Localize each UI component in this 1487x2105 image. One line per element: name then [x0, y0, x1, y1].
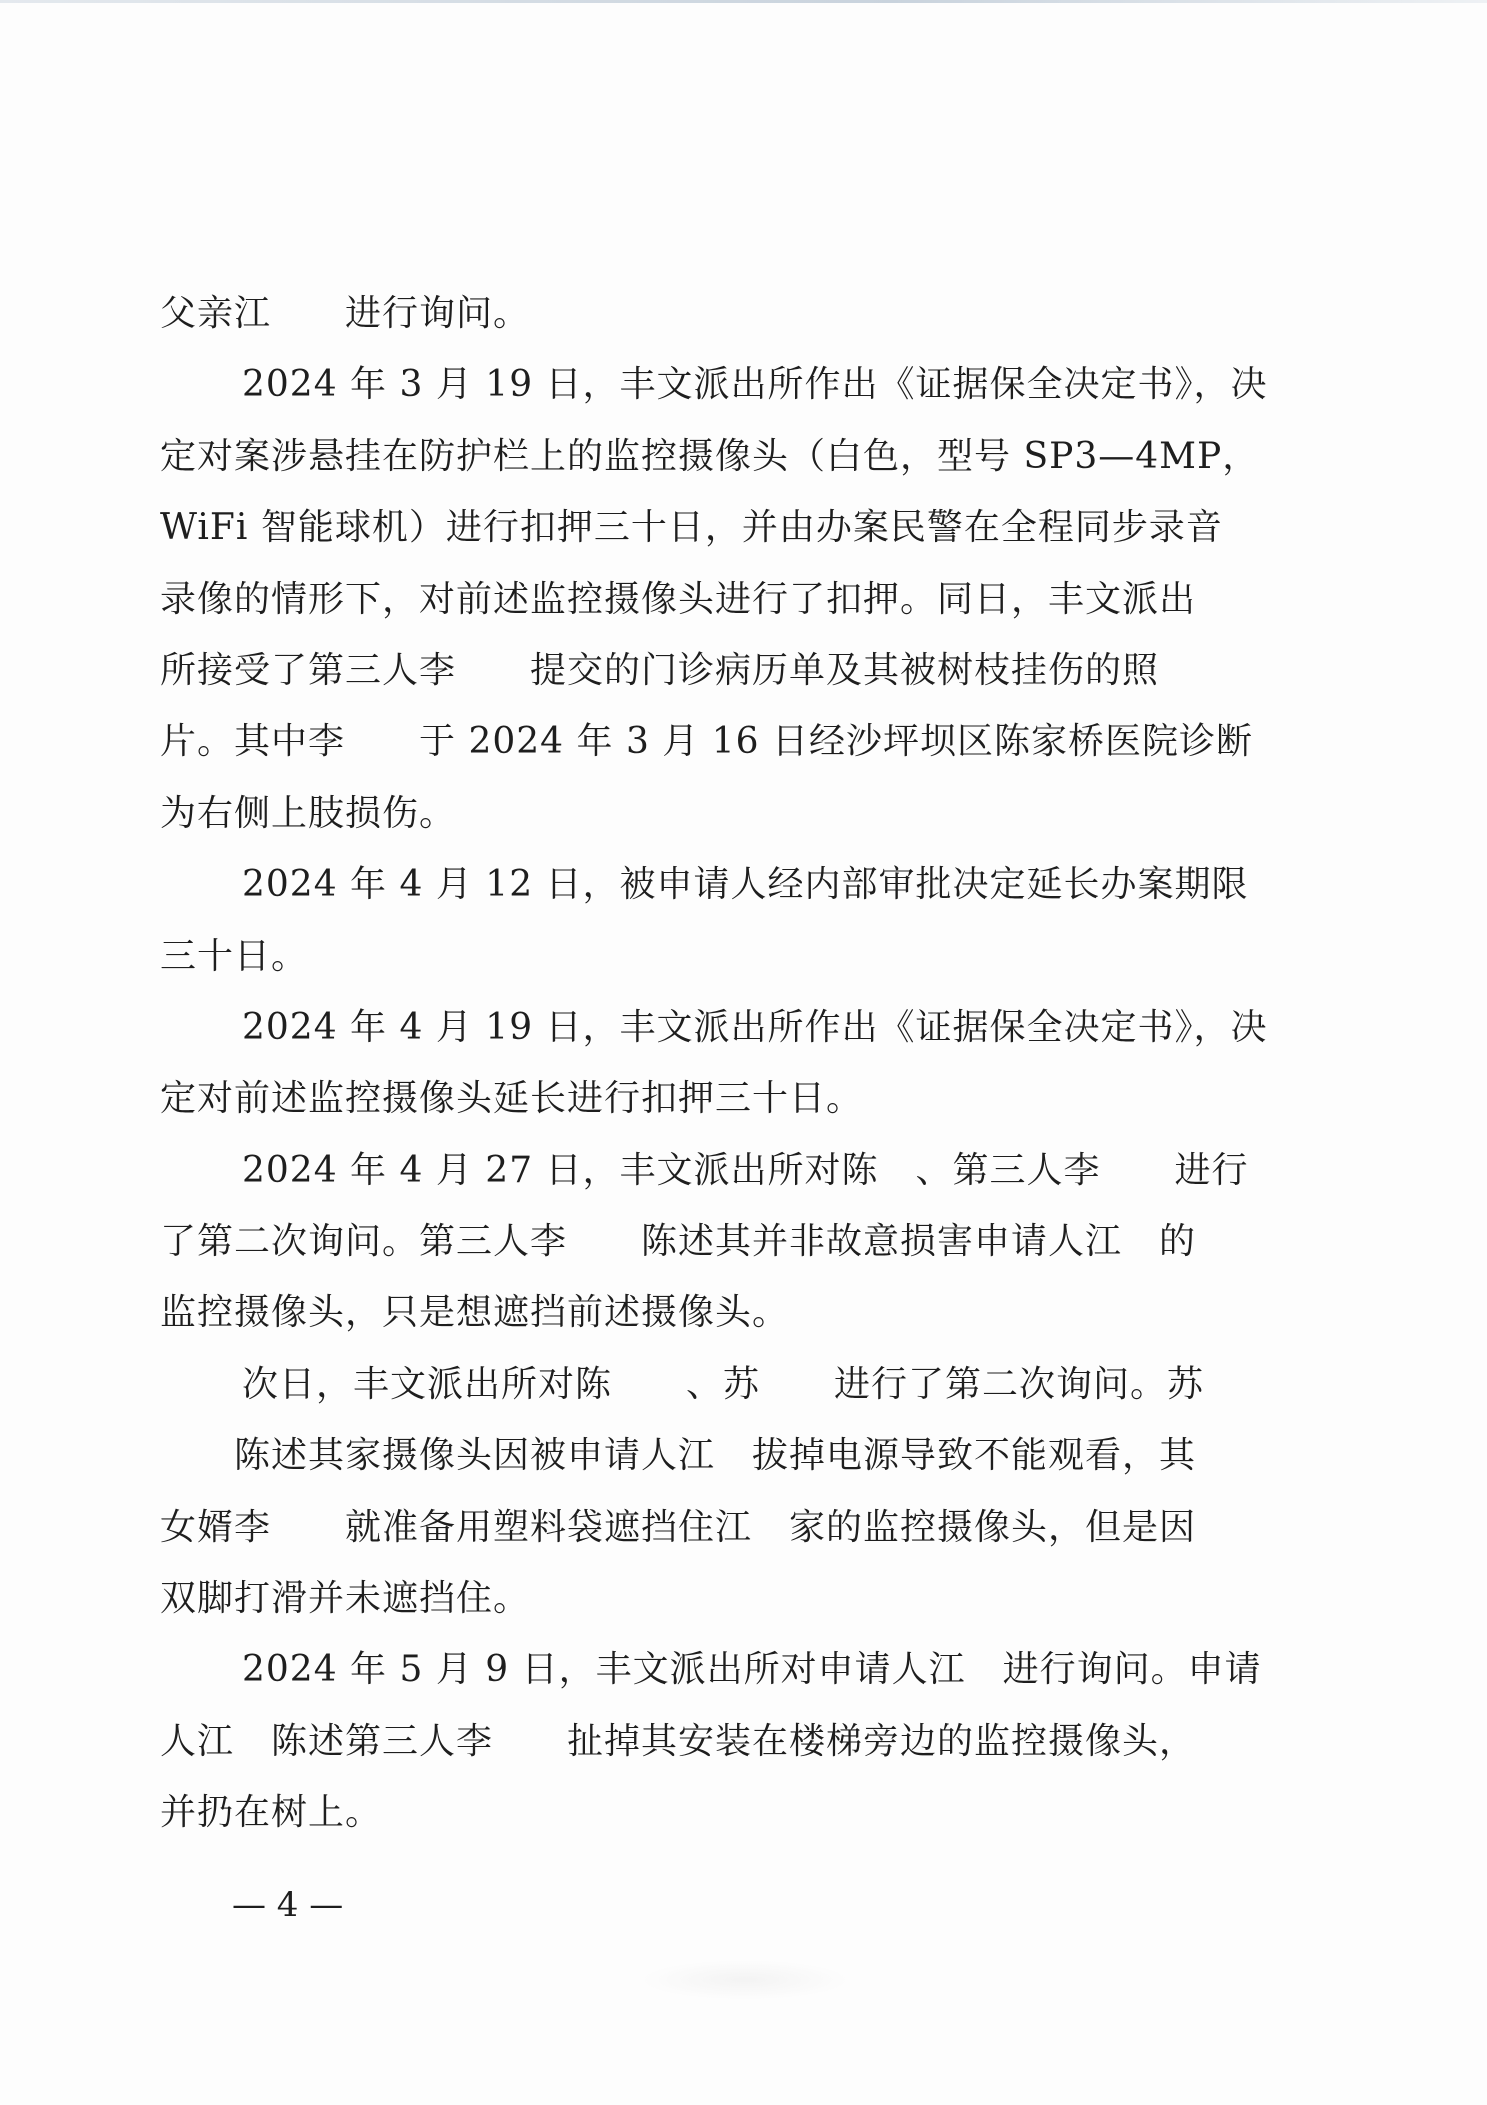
text-line: 为右侧上肢损伤。 — [160, 792, 457, 834]
text-line: 所接受了第三人李 提交的门诊病历单及其被树枝挂伤的照 — [160, 649, 1160, 691]
scan-smudge — [640, 1960, 850, 2000]
text-line: 录像的情形下，对前述监控摄像头进行了扣押。同日，丰文派出 — [160, 578, 1197, 620]
text-line: 2024 年 3 月 19 日，丰文派出所作出《证据保全决定书》，决 — [242, 364, 1268, 406]
text-line: 陈述其家摄像头因被申请人江 拔掉电源导致不能观看，其 — [160, 1435, 1197, 1477]
text-line: 双脚打滑并未遮挡住。 — [160, 1578, 531, 1620]
text-line: 监控摄像头，只是想遮挡前述摄像头。 — [160, 1292, 790, 1334]
text-line: 2024 年 4 月 19 日，丰文派出所作出《证据保全决定书》，决 — [242, 1006, 1268, 1048]
text-line: 女婿李 就准备用塑料袋遮挡住江 家的监控摄像头，但是因 — [160, 1506, 1197, 1548]
text-line: 定对案涉悬挂在防护栏上的监控摄像头（白色，型号 SP3—4MP， — [160, 435, 1260, 477]
text-line: 父亲江 进行询问。 — [160, 293, 531, 334]
text-line: 2024 年 4 月 27 日，丰文派出所对陈 、第三人李 进行 — [242, 1149, 1249, 1191]
text-line: 片。其中李 于 2024 年 3 月 16 日经沙坪坝区陈家桥医院诊断 — [160, 721, 1253, 763]
text-line: 2024 年 4 月 12 日，被申请人经内部审批决定延长办案期限 — [242, 864, 1249, 906]
text-line: 次日，丰文派出所对陈 、苏 进行了第二次询问。苏 — [242, 1363, 1205, 1405]
text-line: 定对前述监控摄像头延长进行扣押三十日。 — [160, 1078, 864, 1120]
text-line: 三十日。 — [160, 935, 309, 977]
text-line: WiFi 智能球机）进行扣押三十日，并由办案民警在全程同步录音 — [160, 507, 1223, 549]
body-text — [160, 278, 1270, 1849]
page-number: — 4 — — [232, 1885, 344, 1925]
scan-edge — [0, 0, 1487, 3]
text-line: 人江 陈述第三人李 扯掉其安装在楼梯旁边的监控摄像头， — [160, 1720, 1197, 1762]
text-line: 并扔在树上。 — [160, 1792, 383, 1834]
text-line: 2024 年 5 月 9 日，丰文派出所对申请人江 进行询问。申请 — [242, 1649, 1262, 1691]
text-line: 了第二次询问。第三人李 陈述其并非故意损害申请人江 的 — [160, 1221, 1197, 1263]
